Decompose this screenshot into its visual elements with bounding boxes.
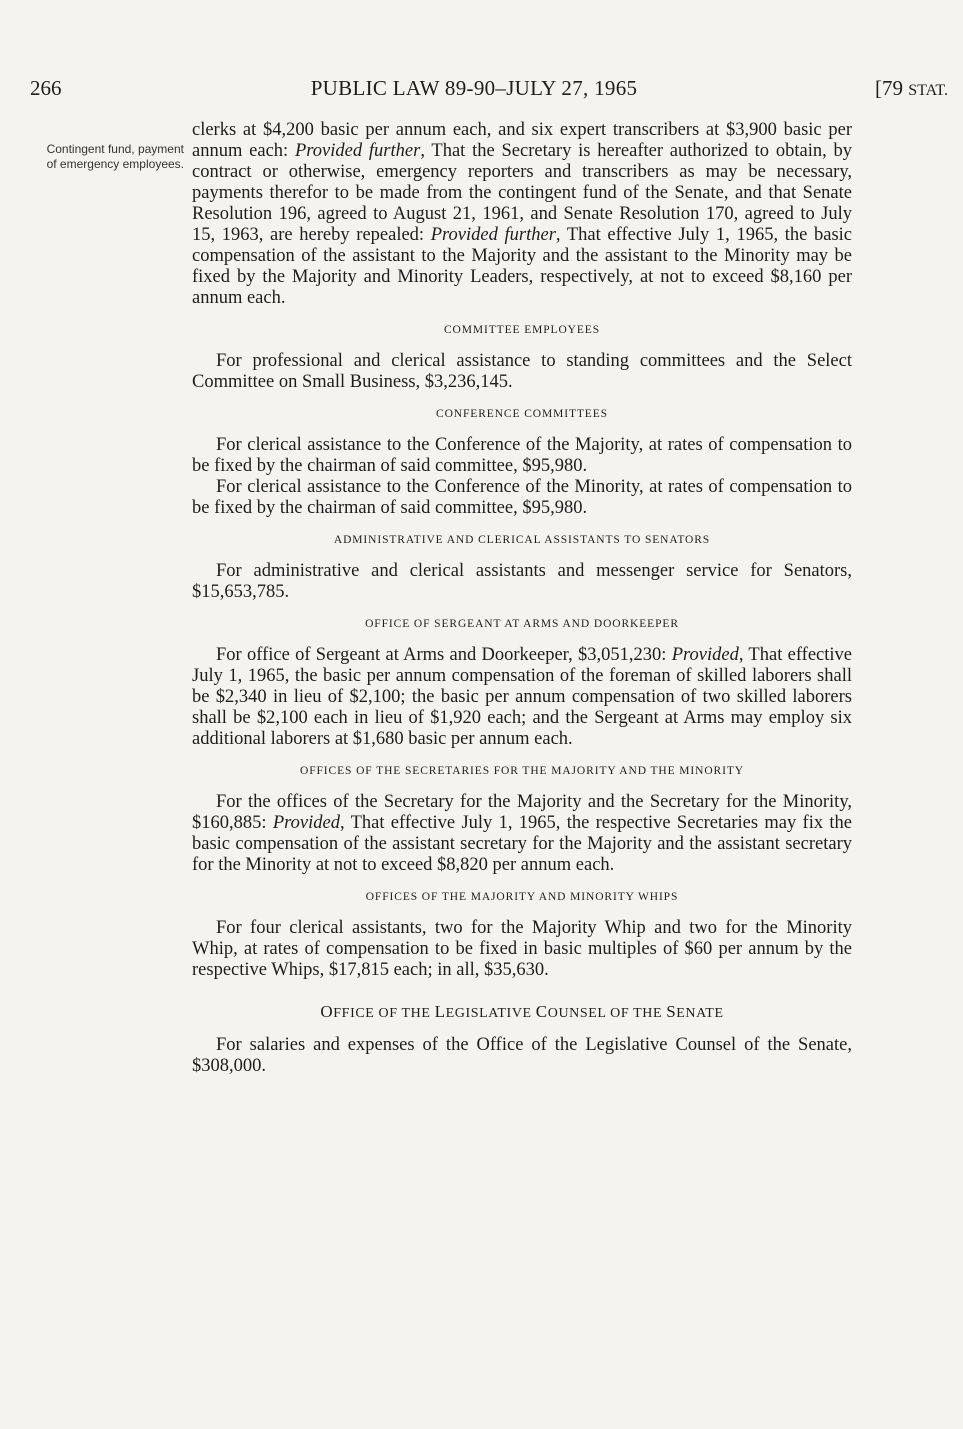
paragraph-sergeant-at-arms: For office of Sergeant at Arms and Doorkeeper, $3,051,230: Provided, That effective July 1, 1965, the basic per annum compensation of the foreman of skilled laborers shall be $2,340 in lieu of $2,100; the basic per annum compensation of two skilled laborers shall be $2,100 each in lieu of $1,920 each; and the Sergeant at Arms may employ six additional laborers at $1,680 basic per annum each. [192,645,852,749]
paragraph-committee-employees: For professional and clerical assistance to standing committees and the Select Committee on Small Business, $3,236,145. [192,351,852,392]
paragraph-secretaries: For the offices of the Secretary for the Majority and the Secretary for the Minority, $160,885: Provided, That effective July 1, 1965, the respective Secretaries may fix the basic compensation of the assistant secretary for the Majority and the assistant secretary for the Minority at not to exceed $8,820 per annum each. [192,792,852,875]
paragraph-senator-assistants: For administrative and clerical assistants and messenger service for Senators, $15,653,785. [192,561,852,602]
paragraph-conference-minority: For clerical assistance to the Conference of the Minority, at rates of compensation to be fixed by the chairman of said committee, $95,980. [192,477,852,518]
paragraph-continued: clerks at $4,200 basic per annum each, and six expert transcribers at $3,900 basic per annum each: Provided further, That the Secretary is hereafter authorized to obtain, by contract or otherwise, emergency reporters and transcribers as may be necessary, payments therefor to be made from the contingent fund of the Senate, and that Senate Resolution 196, agreed to August 21, 1961, and Senate Resolution 170, agreed to July 15, 1963, are hereby repealed: Provided further, That effective July 1, 1965, the basic compensation of the assistant to the Majority and the assistant to the Minority may be fixed by the Majority and Minority Leaders, respectively, at not to exceed $8,160 per annum each. [192,120,853,308]
section-heading-committee-employees: COMMITTEE EMPLOYEES [443,324,601,336]
section-heading-whips: OFFICES OF THE MAJORITY AND MINORITY WHIPS [365,891,679,903]
section-heading-secretaries: OFFICES OF THE SECRETARIES FOR THE MAJORITY AND THE MINORITY [299,765,744,777]
section-heading-legislative-counsel: OFFICE OF THE LEGISLATIVE COUNSEL OF THE SENATE [320,1002,724,1021]
page-number: 266 [30,76,62,100]
statute-reference: [79 STAT. [874,76,948,100]
document-body [192,120,852,1077]
paragraph-whips: For four clerical assistants, two for the Majority Whip and two for the Minority Whip, at rates of compensation to be fixed in basic multiples of $60 per annum by the respective Whips, $17,815 each; in all, $35,630. [192,918,852,980]
section-heading-conference-committees: CONFERENCE COMMITTEES [436,408,608,420]
page-header [30,76,948,106]
margin-note: Contingent fund, payment of emergency employees. [46,142,184,171]
section-heading-senator-assistants: ADMINISTRATIVE AND CLERICAL ASSISTANTS TO SENATORS [333,534,711,546]
paragraph-conference-majority: For clerical assistance to the Conference of the Majority, at rates of compensation to be fixed by the chairman of said committee, $95,980. [192,435,852,476]
paragraph-legislative-counsel: For salaries and expenses of the Office of the Legislative Counsel of the Senate, $308,000. [192,1035,852,1076]
section-heading-sergeant-at-arms: OFFICE OF SERGEANT AT ARMS AND DOORKEEPER [365,618,679,630]
running-title: PUBLIC LAW 89-90–JULY 27, 1965 [310,76,638,100]
